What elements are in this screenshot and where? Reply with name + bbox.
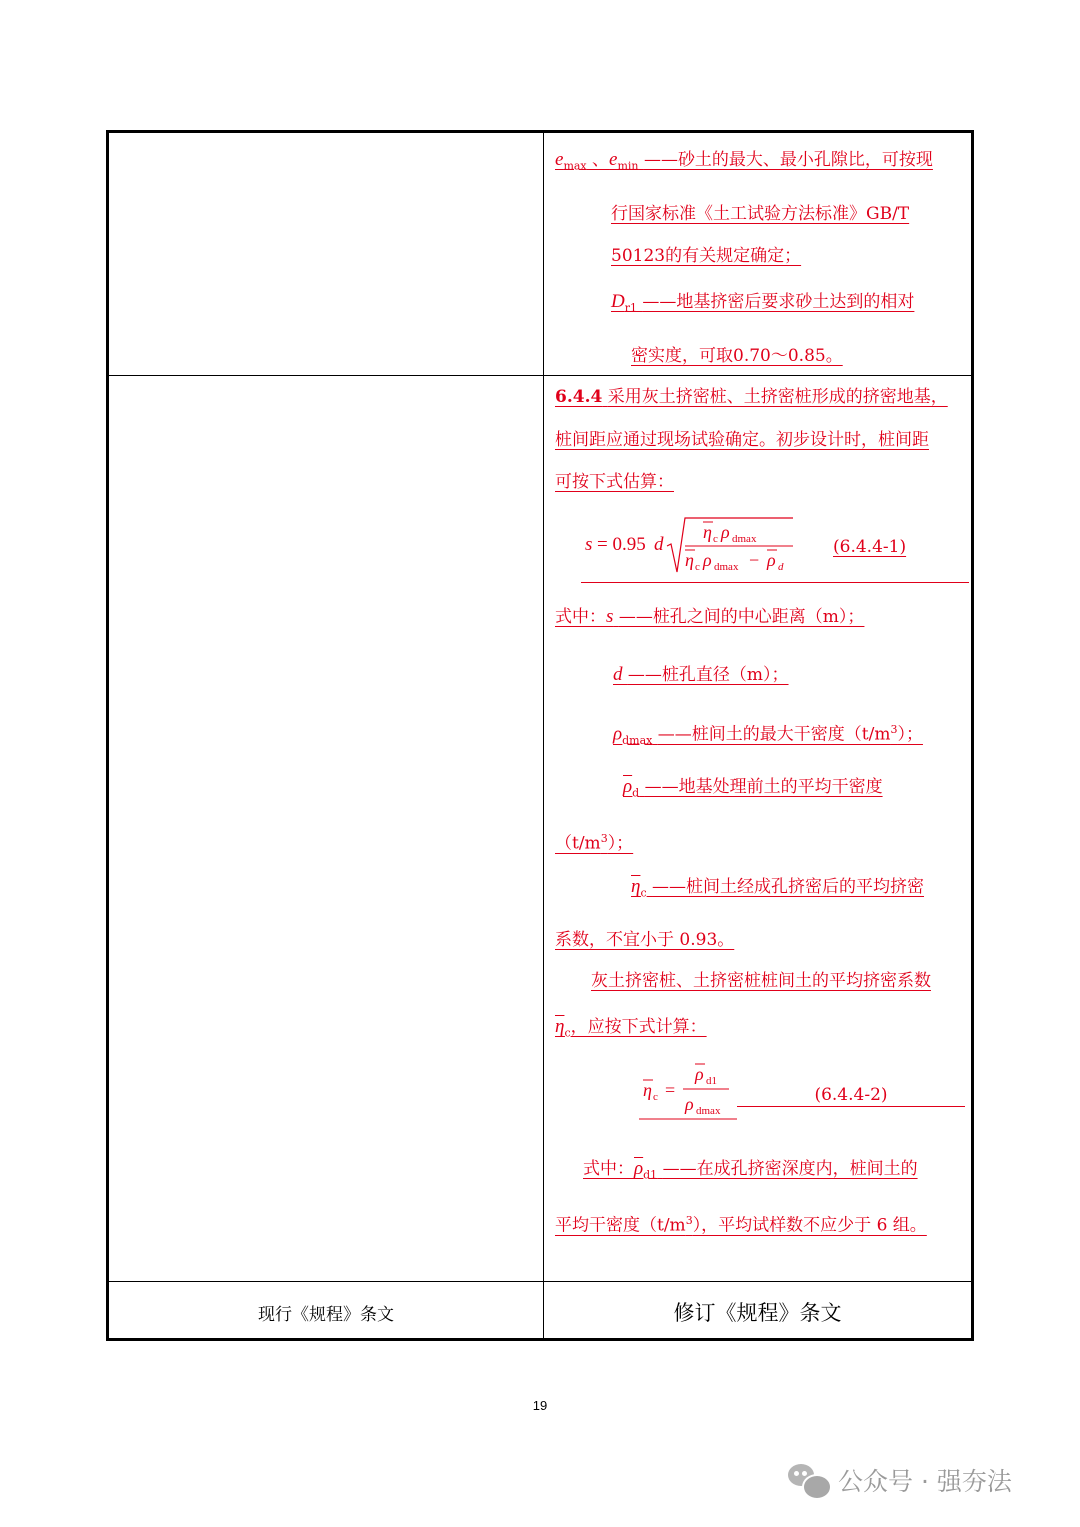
comparison-table — [106, 130, 974, 1341]
column-divider — [543, 133, 544, 1338]
svg-text:c: c — [653, 1091, 658, 1103]
rho-dmax-line: $\rho_{dmax}$ ——桩间土的最大干密度$(t/m^3)$； — [613, 723, 923, 748]
para2-line-1: 灰土挤密桩、土挤密桩桩间土的平均挤密系数 — [591, 971, 931, 991]
svg-text:−: − — [749, 550, 760, 570]
text-line: 行国家标准《土工试验方法标准》GB/T — [611, 204, 910, 224]
header-revised-clause: 修订《规程》条文 — [673, 1301, 842, 1325]
dr1-line: $D_{r1}$ ——地基挤密后要求砂土达到的相对 — [611, 291, 915, 315]
svg-text:d: d — [654, 534, 664, 555]
top-right-cell — [545, 133, 971, 375]
clause-line-1: 6.4.4 采用灰土挤密桩、土挤密桩形成的挤密地基， — [555, 387, 948, 407]
svg-text:=: = — [665, 1080, 676, 1100]
svg-text:c: c — [713, 533, 718, 545]
eta-line: $\eta_c$ ——桩间土经成孔挤密后的平均挤密 — [631, 876, 925, 900]
svg-text:η: η — [643, 1080, 652, 1100]
svg-text:ρ: ρ — [685, 1094, 694, 1114]
watermark-text: 公众号 · 强夯法 — [838, 1467, 1012, 1496]
svg-text:dmax: dmax — [714, 561, 739, 573]
svg-text:d: d — [778, 561, 784, 573]
clause-line-2: 桩间距应通过现场试验确定。初步设计时，桩间距 — [555, 430, 929, 450]
svg-text:s: s — [585, 534, 593, 555]
para2-line-2: $\eta_c$，应按下式计算： — [555, 1016, 707, 1040]
formula-1-label: (6.4.4-1) — [833, 537, 907, 557]
rho-d1-line-2: 平均干密度$(t/m^3)$，平均试样数不应少于 6 组。 — [555, 1214, 927, 1236]
svg-text:ρ: ρ — [695, 1064, 704, 1084]
d-line: d ——桩孔直径（m）； — [613, 664, 789, 685]
svg-text:c: c — [695, 561, 700, 573]
formula-6-4-4-2 — [639, 1056, 965, 1120]
svg-text:d1: d1 — [706, 1075, 717, 1087]
header-current-clause: 现行《规程》条文 — [258, 1304, 394, 1325]
watermark — [788, 1462, 1012, 1498]
svg-text:ρ: ρ — [767, 550, 776, 570]
formula-1-svg — [581, 506, 821, 578]
page-number: 19 — [532, 1398, 548, 1413]
svg-text:η: η — [685, 550, 694, 570]
text-line: 密实度，可取0.70～0.85。 — [631, 346, 843, 366]
svg-text:dmax: dmax — [732, 533, 757, 545]
where-s-line: 式中：s ——桩孔之间的中心距离（m）； — [555, 606, 865, 627]
svg-text:ρ: ρ — [721, 522, 730, 542]
clause-cell — [545, 376, 971, 1281]
e-max-min-line: $e_{max}$ 、$e_{min}$ ——砂土的最大、最小孔隙比，可按现 — [555, 149, 933, 173]
formula-2-label: (6.4.4-2) — [737, 1084, 965, 1107]
formula-1-coef: = 0.95 — [597, 534, 646, 555]
text-line: 50123的有关规定确定； — [611, 246, 802, 266]
svg-text:η: η — [703, 522, 712, 542]
clause-line-3: 可按下式估算： — [555, 472, 674, 492]
formula-6-4-4-1 — [581, 506, 969, 583]
svg-text:ρ: ρ — [703, 550, 712, 570]
rho-d1-line: 式中：$\rho_{d1}$ ——在成孔挤密深度内，桩间土的 — [583, 1158, 918, 1182]
rho-d-unit-line: $(t/m^3)$； — [555, 832, 634, 854]
eta-line-2: 系数，不宜小于 0.93。 — [555, 930, 735, 950]
wechat-icon — [788, 1464, 830, 1496]
rho-d-line: $\rho_d$ ——地基处理前土的平均干密度 — [623, 776, 883, 800]
svg-text:dmax: dmax — [696, 1105, 721, 1117]
row-divider — [109, 1281, 971, 1282]
